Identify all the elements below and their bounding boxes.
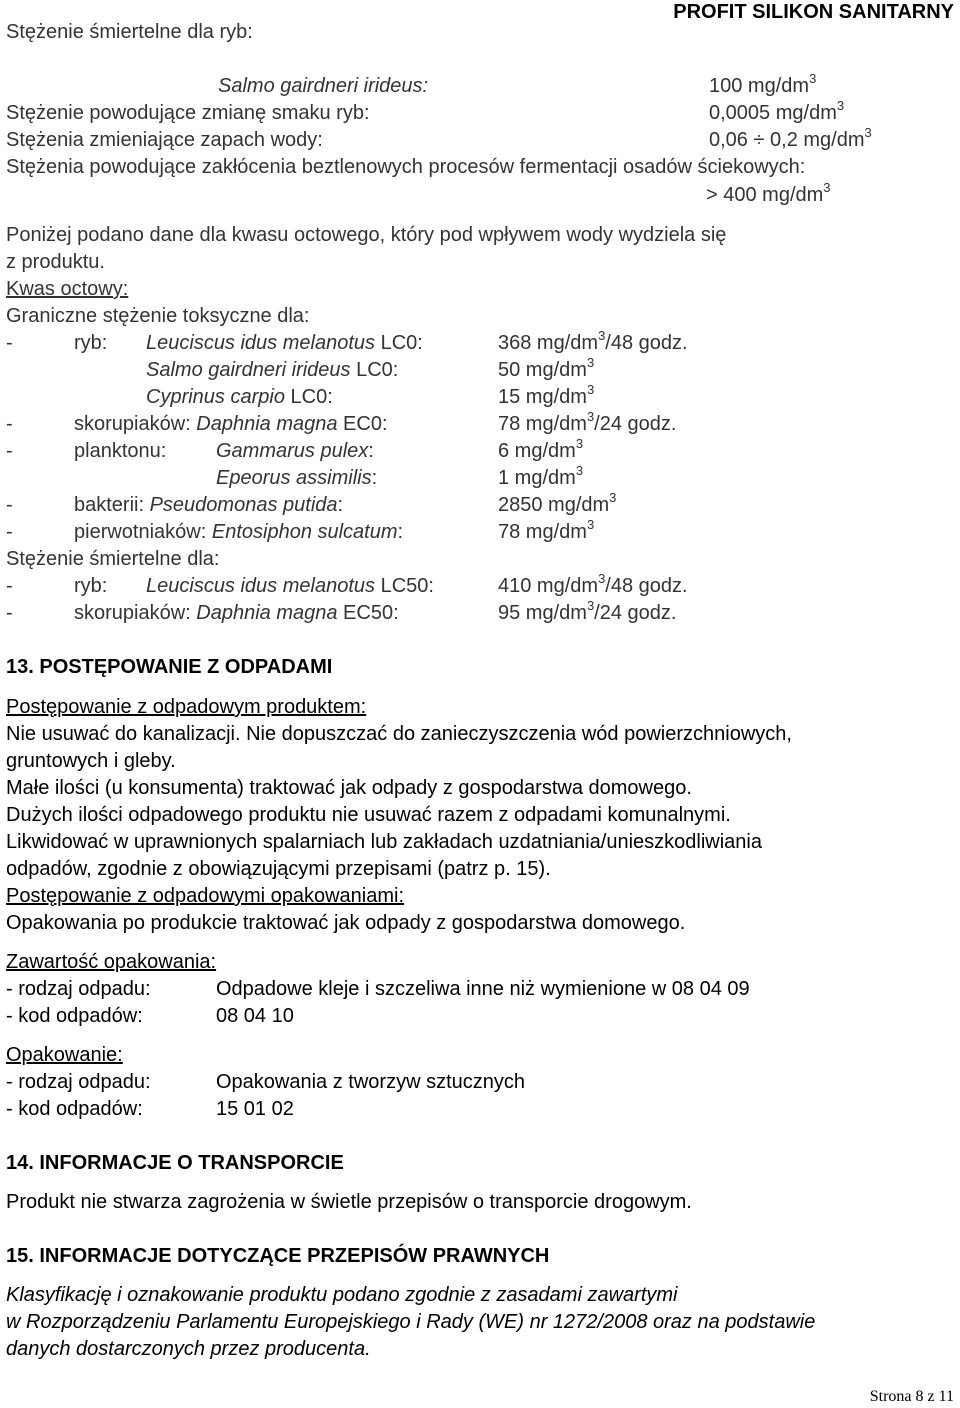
content-row-label: - kod odpadów:: [6, 1005, 143, 1027]
odor-change-label: Stężenia zmieniające zapach wody:: [6, 129, 323, 151]
content-heading: Zawartość opakowania:: [6, 951, 217, 973]
acetic-title: Kwas octowy:: [6, 278, 129, 300]
waste-line-5: Likwidować w uprawnionych spalarniach lub zakładach uzdatniania/unieszkodliwiania: [6, 831, 762, 853]
packaging-waste-heading: Postępowanie z odpadowymi opakowaniami:: [6, 885, 405, 907]
toxic-threshold-label: Graniczne stężenie toksyczne dla:: [6, 305, 310, 327]
value-leuciscus: 368 $mg/dm^3/48$ godz.: [498, 328, 688, 354]
value-leuciscus-lc50: 410 $mg/dm^3/48$ godz.: [498, 571, 688, 597]
species-epeorus: Epeorus assimilis:: [216, 467, 378, 489]
fish-lethal-species: Salmo gairdneri irideus:: [218, 75, 429, 97]
species-leuciscus-lc50: Leuciscus idus melanotus LC50:: [146, 575, 434, 597]
species-salmo: Salmo gairdneri irideus LC0:: [146, 359, 399, 381]
value-daphnia: 78 $mg/dm^3/24$ godz.: [498, 409, 677, 435]
protozoa-species: pierwotniaków: Entosiphon sulcatum:: [74, 521, 404, 543]
value-gammarus: 6 $mg/dm^3$: [498, 436, 584, 462]
crustaceans-species-ec50: skorupiaków: Daphnia magna EC50:: [74, 602, 399, 624]
dash: -: [6, 521, 13, 543]
dash: -: [6, 413, 13, 435]
fermentation-value: > 400 $mg/dm^3$: [706, 180, 831, 206]
value-pseudomonas: 2850 $mg/dm^3$: [498, 490, 617, 516]
waste-line-2: gruntowych i gleby.: [6, 750, 176, 772]
regulation-line-3: danych dostarczonych przez producenta.: [6, 1338, 371, 1360]
plankton-label: planktonu:: [74, 440, 167, 462]
section-14-title: 14. INFORMACJE O TRANSPORCIE: [6, 1152, 344, 1174]
packaging-waste-text: Opakowania po produkcie traktować jak odpady z gospodarstwa domowego.: [6, 912, 686, 934]
value-entosiphon: 78 $mg/dm^3$: [498, 517, 595, 543]
dash: -: [6, 494, 13, 516]
content-row-value: Odpadowe kleje i szczeliwa inne niż wymienione w 08 04 09: [216, 978, 750, 1000]
species-leuciscus: Leuciscus idus melanotus LC0:: [146, 332, 423, 354]
fish-label: ryb:: [74, 575, 108, 597]
dash: -: [6, 440, 13, 462]
content-row-label: - rodzaj odpadu:: [6, 978, 151, 1000]
pack-row-value: 15 01 02: [216, 1098, 294, 1120]
product-waste-heading: Postępowanie z odpadowym produktem:: [6, 696, 367, 718]
species-cyprinus: Cyprinus carpio LC0:: [146, 386, 333, 408]
pack-row-label: - kod odpadów:: [6, 1098, 143, 1120]
crustaceans-species: skorupiaków: Daphnia magna EC0:: [74, 413, 388, 435]
value-epeorus: 1 $mg/dm^3$: [498, 463, 584, 489]
content-row-value: 08 04 10: [216, 1005, 294, 1027]
lethal-label: Stężenie śmiertelne dla:: [6, 548, 220, 570]
page-number: Strona 8 z 11: [869, 1388, 954, 1405]
pack-row-label: - rodzaj odpadu:: [6, 1071, 151, 1093]
fish-lethal-label: Stężenie śmiertelne dla ryb:: [6, 21, 253, 43]
transport-text: Produkt nie stwarza zagrożenia w świetle przepisów o transporcie drogowym.: [6, 1191, 692, 1213]
fish-lethal-value: 100 $mg/dm^3$: [709, 71, 817, 97]
acetic-intro-line-2: z produktu.: [6, 251, 105, 273]
value-cyprinus: 15 $mg/dm^3$: [498, 382, 595, 408]
value-daphnia-ec50: 95 $mg/dm^3/24$ godz.: [498, 598, 677, 624]
taste-change-value: 0,0005 $mg/dm^3$: [709, 98, 845, 124]
odor-change-value: 0,06 ÷ 0,2 $mg/dm^3$: [709, 125, 872, 151]
section-13-title: 13. POSTĘPOWANIE Z ODPADAMI: [6, 656, 333, 678]
document-header-title: PROFIT SILIKON SANITARNY: [673, 1, 954, 23]
value-salmo: 50 $mg/dm^3$: [498, 355, 595, 381]
waste-line-6: odpadów, zgodnie z obowiązującymi przepisami (patrz p. 15).: [6, 858, 551, 880]
pack-row-value: Opakowania z tworzyw sztucznych: [216, 1071, 526, 1093]
dash: -: [6, 332, 13, 354]
waste-line-1: Nie usuwać do kanalizacji. Nie dopuszczać do zanieczyszczenia wód powierzchniowych,: [6, 723, 792, 745]
section-15-title: 15. INFORMACJE DOTYCZĄCE PRZEPISÓW PRAWNYCH: [6, 1245, 550, 1267]
dash: -: [6, 602, 13, 624]
species-gammarus: Gammarus pulex:: [216, 440, 374, 462]
regulation-line-2: w Rozporządzeniu Parlamentu Europejskiego i Rady (WE) nr 1272/2008 oraz na podstawie: [6, 1311, 816, 1333]
waste-line-4: Dużych ilości odpadowego produktu nie usuwać razem z odpadami komunalnymi.: [6, 804, 731, 826]
fish-label: ryb:: [74, 332, 108, 354]
packaging-heading: Opakowanie:: [6, 1044, 123, 1066]
bacteria-species: bakterii: Pseudomonas putida:: [74, 494, 344, 516]
dash: -: [6, 575, 13, 597]
waste-line-3: Małe ilości (u konsumenta) traktować jak odpady z gospodarstwa domowego.: [6, 777, 692, 799]
regulation-line-1: Klasyfikację i oznakowanie produktu podano zgodnie z zasadami zawartymi: [6, 1284, 678, 1306]
taste-change-label: Stężenie powodujące zmianę smaku ryb:: [6, 102, 370, 124]
fermentation-label: Stężenia powodujące zakłócenia beztlenowych procesów fermentacji osadów ściekowych:: [6, 156, 806, 178]
acetic-intro-line-1: Poniżej podano dane dla kwasu octowego, który pod wpływem wody wydziela się: [6, 224, 727, 246]
